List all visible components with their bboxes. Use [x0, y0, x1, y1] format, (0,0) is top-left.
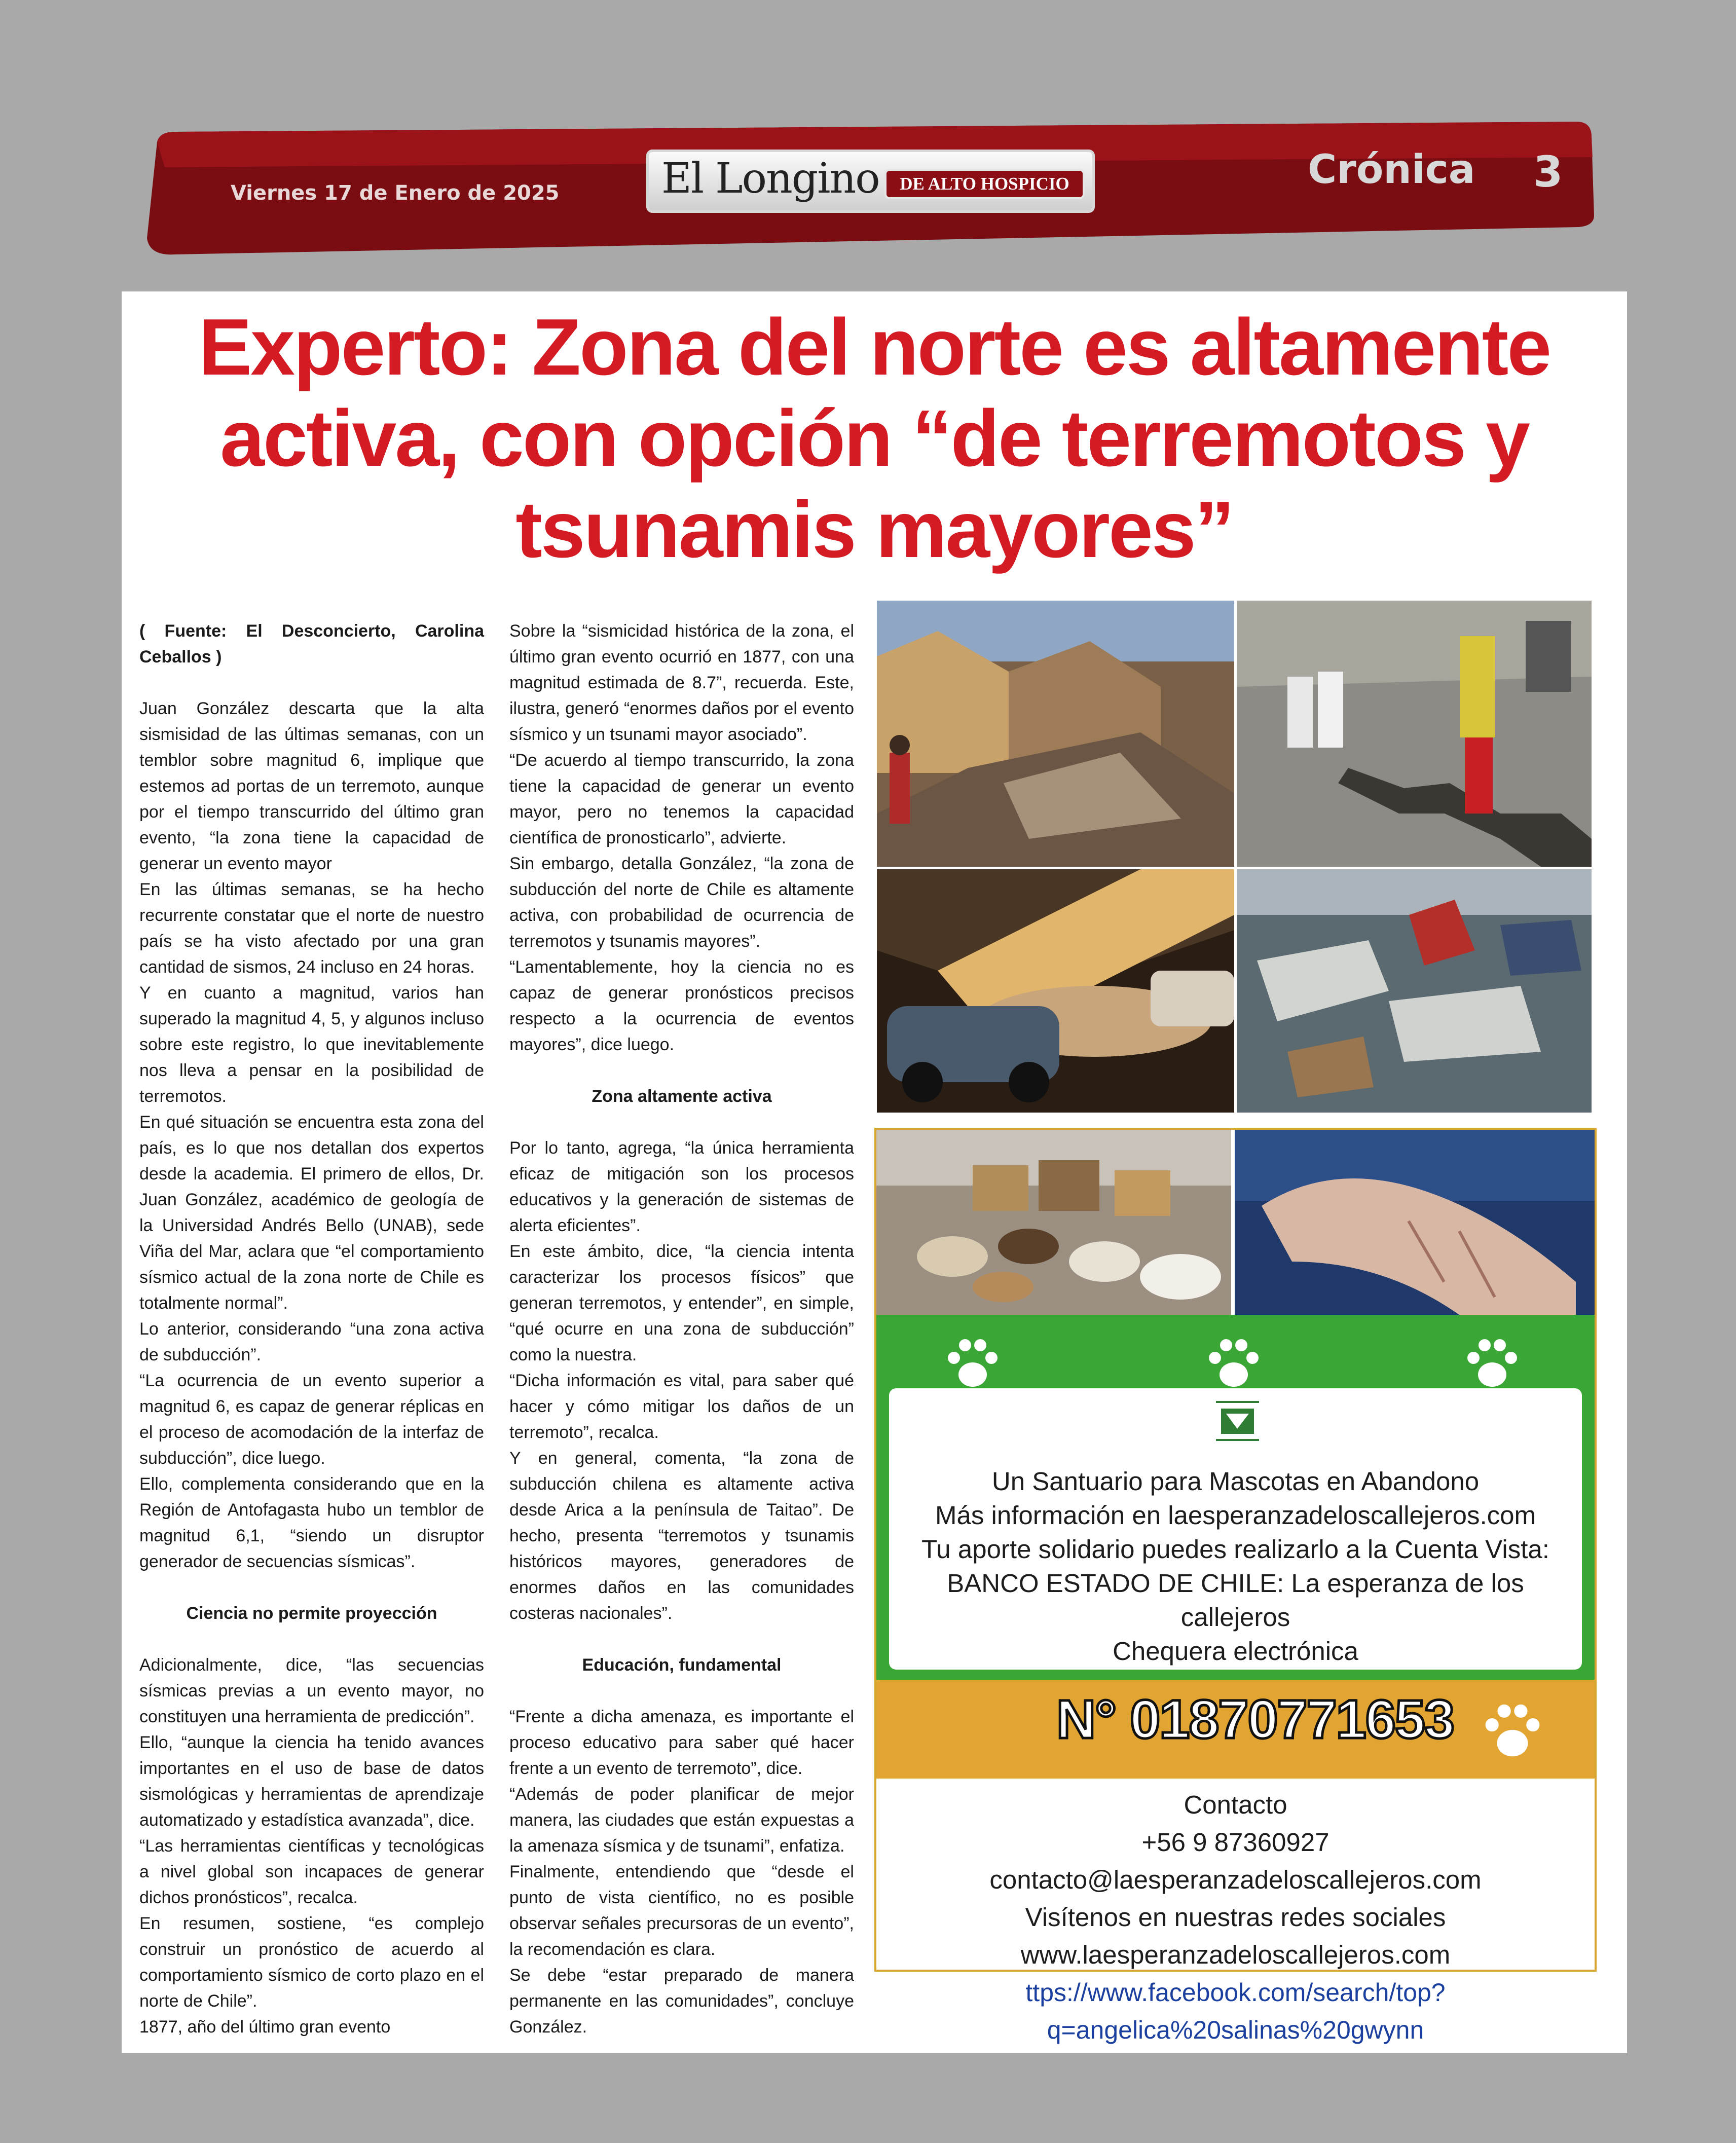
subheading: Ciencia no permite proyección — [186, 1604, 437, 1623]
paragraph: En resumen, sostiene, “es complejo construir un pronóstico de acuerdo al comportamiento sísmico de corto plazo en el norte de Chile”. — [139, 1914, 484, 2011]
paragraph: “Las herramientas científicas y tecnológicas a nivel global son incapaces de generar dichos pronósticos”, recalca. — [139, 1836, 484, 1907]
paragraph: Ello, “aunque la ciencia ha tenido avances importantes en el uso de base de datos sismológicas y herramientas de aprendizaje automatizado y estadística avanzada”, dice. — [139, 1733, 484, 1830]
paragraph: En qué situación se encuentra esta zona del país, es lo que nos detallan dos expertos desde la academia. El primero de ellos, Dr. Juan González, académico de geología de la Universidad Andrés Bello (UNAB), sede Viña del Mar, aclara que “el comportamiento sísmico actual de la zona norte de Chile es totalmente normal”. — [139, 1113, 484, 1313]
account-number: N° 01870771653 — [1056, 1688, 1454, 1750]
masthead-logo[interactable] — [646, 150, 1095, 213]
subheading: Zona altamente activa — [592, 1087, 772, 1106]
paragraph: Adicionalmente, dice, “las secuencias sísmicas previas a un evento mayor, no constituyen una herramienta de predicción”. — [139, 1655, 484, 1726]
logo-name: El Longino — [661, 155, 879, 203]
photo-tsunami-boats — [1237, 869, 1592, 1113]
paragraph: Se debe “estar preparado de manera permanente en las comunidades”, concluye González. — [509, 1966, 854, 2037]
ad-photos-dogs-and-paw — [876, 1130, 1595, 1315]
article-headline — [122, 302, 1627, 575]
ad-line[interactable]: Más información en laesperanzadeloscallejeros.com — [935, 1501, 1536, 1530]
ad-text-lines — [889, 1464, 1582, 1668]
paragraph: Lo anterior, considerando “una zona activa de subducción”. — [139, 1319, 484, 1364]
ad-photo-strip — [876, 1130, 1595, 1315]
paw-icon — [1482, 1700, 1543, 1761]
photo-collapsed-house — [877, 601, 1234, 867]
paragraph: Sin embargo, detalla González, “la zona de subducción del norte de Chile es altamente activa, con probabilidad de ocurrencia de terremotos y tsunamis mayores”. — [509, 854, 854, 951]
issue-date: Viernes 17 de Enero de 2025 — [231, 181, 560, 205]
photo-crushed-car — [877, 869, 1234, 1113]
contact-phone[interactable]: +56 9 87360927 — [1141, 1828, 1329, 1857]
newspaper-page — [122, 291, 1627, 2053]
paragraph: Ello, complementa considerando que en la Región de Antofagasta hubo un temblor de magnitud 6,1, “siendo un disruptor generador de secuencias sísmicas”. — [139, 1474, 484, 1571]
ad-line: Un Santuario para Mascotas en Abandono — [991, 1467, 1480, 1496]
contact-title: Contacto — [1184, 1790, 1287, 1819]
paragraph: Finalmente, entendiendo que “desde el punto de vista científico, no es posible observar señales precursoras de un evento”, la recomendación es clara. — [509, 1862, 854, 1959]
paragraph: Por lo tanto, agrega, “la única herramienta eficaz de mitigación son los procesos educativos y la generación de sistemas de alerta eficientes”. — [509, 1138, 854, 1235]
ad-info-box — [889, 1388, 1582, 1670]
ad-account-band — [876, 1680, 1595, 1779]
paragraph: Y en general, comenta, “la zona de subducción chilena es altamente activa desde Arica a la península de Taitao”. De hecho, presenta “terremotos y tsunamis históricos mayores, generadores de enormes daños en las comunidades costeras nacionales”. — [509, 1449, 854, 1623]
paw-icon — [1206, 1335, 1262, 1391]
shelter-advertisement — [874, 1128, 1597, 2044]
paragraph: “Frente a dicha amenaza, es importante el proceso educativo para saber qué hacer frente a un evento de terremoto”, dice. — [509, 1707, 854, 1778]
paragraph: “De acuerdo al tiempo transcurrido, la zona tiene la capacidad de generar un evento mayor, pero no tenemos la capacidad científica de pronosticarlo”, advierte. — [509, 751, 854, 847]
logo-tagline: DE ALTO HOSPICIO — [884, 169, 1085, 199]
photo-cracked-road — [1237, 601, 1592, 867]
contact-email[interactable]: contacto@laesperanzadeloscallejeros.com — [989, 1865, 1482, 1894]
paw-icon — [1464, 1335, 1520, 1391]
ad-line: Chequera electrónica — [1113, 1637, 1358, 1666]
paragraph: “La ocurrencia de un evento superior a magnitud 6, es capaz de generar réplicas en el proceso de acomodación de la interfaz de subducción”, dice luego. — [139, 1371, 484, 1468]
paragraph: 1877, año del último gran evento — [139, 2017, 391, 2037]
paragraph: Y en cuanto a magnitud, varios han superado la magnitud 4, 5, y algunos incluso sobre este registro, lo que inevitablemente nos lleva a pensar en la posibilidad de terremotos. — [139, 983, 484, 1106]
social-text: Visítenos en nuestras redes sociales — [1025, 1903, 1446, 1932]
facebook-link[interactable]: ttps://www.facebook.com/search/top?q=angelica%20salinas%20gwynn — [1025, 1978, 1446, 2044]
ad-line: Tu aporte solidario puedes realizarlo a la Cuenta Vista: — [921, 1535, 1549, 1564]
paw-icon — [945, 1335, 1001, 1391]
headline-line: activa, con opción “de terremotos y — [220, 394, 1529, 483]
paragraph: Sobre la “sismicidad histórica de la zona, el último gran evento ocurrió en 1877, con una magnitud estimada de 8.7”, recuerda. Este, ilustra, generó “enormes daños por el evento sísmico y un tsunami mayor asociado”. — [509, 621, 854, 744]
page-number: 3 — [1533, 147, 1563, 197]
section-name: Crónica — [1308, 147, 1475, 193]
ad-logo-icon — [1206, 1398, 1269, 1449]
headline-line: tsunamis mayores” — [515, 485, 1233, 574]
article-column-2 — [509, 618, 854, 2040]
article-column-1 — [139, 618, 484, 2040]
paragraph: En este ámbito, dice, “la ciencia intenta caracterizar los procesos físicos” que generan terremotos, y entender”, en simple, “qué ocurre en una zona de subducción” como la nuestra. — [509, 1242, 854, 1364]
headline-line: Experto: Zona del norte es altamente — [198, 303, 1550, 392]
subheading: Educación, fundamental — [582, 1655, 782, 1675]
paragraph: “Además de poder planificar de mejor manera, las ciudades que están expuestas a la amenaza sísmica y de tsunami”, enfatiza. — [509, 1785, 854, 1856]
earthquake-photo-grid — [877, 601, 1592, 1113]
paragraph: En las últimas semanas, se ha hecho recurrente constatar que el norte de nuestro país se ha visto afectado por una gran cantidad de sismos, 24 incluso en 24 horas. — [139, 880, 484, 977]
paragraph: Juan González descarta que la alta sismisidad de las últimas semanas, con un temblor sobre magnitud 6, implique que estemos ad portas de un terremoto, aunque por el tiempo transcurrido del último gran evento, “la zona tiene la capacidad de generar un evento mayor — [139, 699, 484, 873]
paragraph: “Dicha información es vital, para saber qué hacer y cómo mitigar los daños de un terremoto”, recalca. — [509, 1371, 854, 1442]
website-link[interactable]: www.laesperanzadeloscallejeros.com — [1020, 1940, 1451, 1969]
paragraph: “Lamentablemente, hoy la ciencia no es capaz de generar pronósticos precisos respecto a la ocurrencia de eventos mayores”, dice luego. — [509, 957, 854, 1054]
ad-contact-block — [876, 1786, 1595, 2049]
article-source: ( Fuente: El Desconcierto, Carolina Ceballos ) — [139, 621, 484, 667]
ad-green-panel — [876, 1315, 1595, 1685]
ad-line: BANCO ESTADO DE CHILE: La esperanza de los callejeros — [947, 1569, 1524, 1632]
header-band — [144, 122, 1594, 256]
